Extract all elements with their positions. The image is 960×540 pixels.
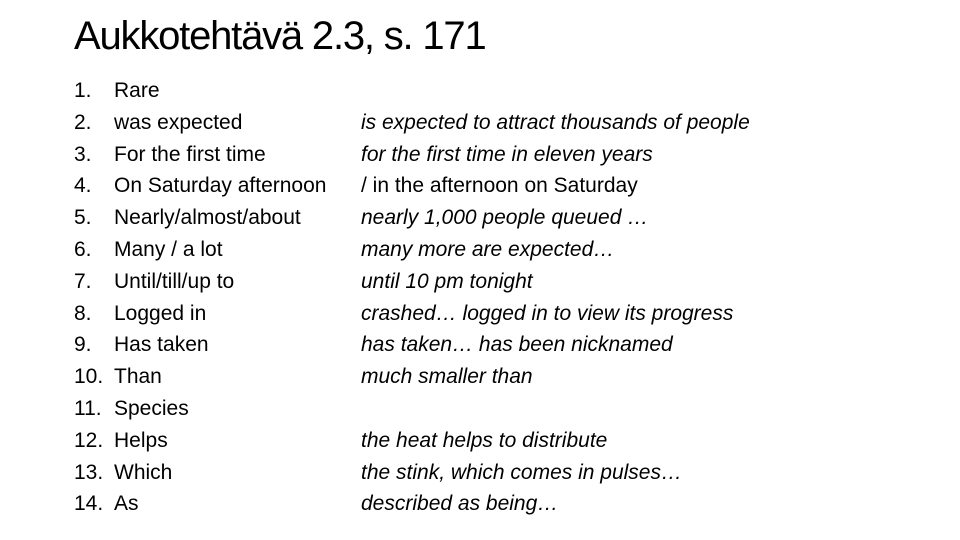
item-number: 6.: [74, 237, 92, 261]
list-item: [74, 488, 934, 520]
list-item: [74, 298, 934, 330]
item-answer: Logged in: [114, 301, 207, 325]
item-answer: Helps: [114, 428, 168, 452]
item-example: crashed… logged in to view its progress: [361, 301, 734, 325]
item-number: 8.: [74, 301, 92, 325]
item-answer: As: [114, 492, 139, 516]
item-example: the stink, which comes in pulses…: [361, 460, 682, 484]
item-example: much smaller than: [361, 365, 533, 389]
list-item: [74, 234, 934, 266]
list-item: [74, 266, 934, 298]
item-number: 3.: [74, 142, 92, 166]
list-item: [74, 457, 934, 489]
item-example: has taken… has been nicknamed: [361, 333, 673, 357]
item-answer: For the first time: [114, 142, 266, 166]
list-item: [74, 425, 934, 457]
item-number: 7.: [74, 269, 92, 293]
item-number: 10.: [74, 365, 104, 389]
item-answer: Than: [114, 365, 162, 389]
item-example: until 10 pm tonight: [361, 269, 533, 293]
item-example: the heat helps to distribute: [361, 428, 608, 452]
list-item: [74, 139, 934, 171]
item-number: 4.: [74, 174, 92, 198]
item-answer: Many / a lot: [114, 237, 223, 261]
item-answer: Until/till/up to: [114, 269, 235, 293]
item-example: / in the afternoon on Saturday: [361, 174, 638, 198]
slide-title: Aukkotehtävä 2.3, s. 171: [74, 14, 486, 58]
item-number: 14.: [74, 492, 104, 516]
list-item: [74, 393, 934, 425]
item-number: 11.: [74, 396, 102, 420]
item-number: 13.: [74, 460, 104, 484]
item-example: nearly 1,000 people queued …: [361, 206, 649, 230]
item-example: is expected to attract thousands of people: [361, 110, 750, 134]
item-number: 12.: [74, 428, 104, 452]
item-answer: Species: [114, 396, 189, 420]
item-number: 5.: [74, 206, 92, 230]
item-number: 2.: [74, 110, 92, 134]
list-item: [74, 75, 934, 107]
list-item: [74, 170, 934, 202]
item-example: many more are expected…: [361, 237, 615, 261]
item-example: described as being…: [361, 492, 559, 516]
item-example: for the first time in eleven years: [361, 142, 653, 166]
item-number: 9.: [74, 333, 92, 357]
list-item: [74, 107, 934, 139]
item-answer: Has taken: [114, 333, 209, 357]
item-answer: was expected: [114, 110, 243, 134]
item-number: 1.: [74, 79, 92, 102]
item-answer: Nearly/almost/about: [114, 206, 301, 230]
item-answer: Rare: [114, 79, 160, 102]
list-item: [74, 361, 934, 393]
list-item: [74, 202, 934, 234]
answer-list: [74, 75, 934, 520]
item-answer: Which: [114, 460, 173, 484]
list-item: [74, 329, 934, 361]
item-answer: On Saturday afternoon: [114, 174, 327, 198]
